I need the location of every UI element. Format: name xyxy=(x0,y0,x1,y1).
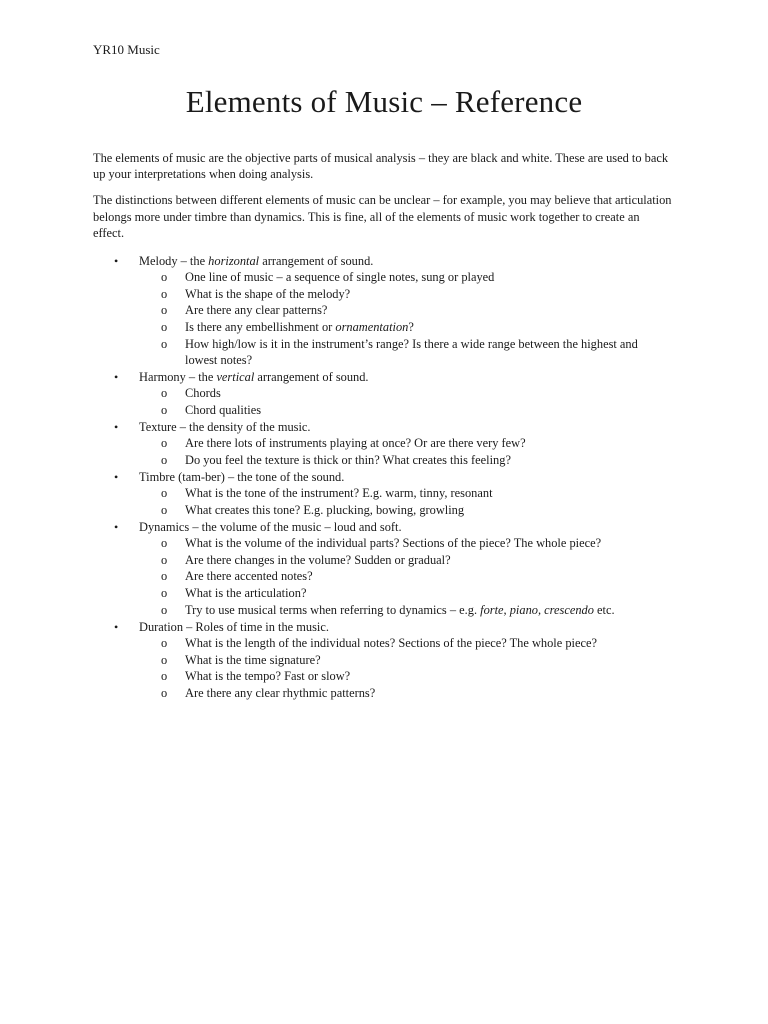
sub-item xyxy=(139,452,673,468)
sub-item xyxy=(139,435,673,451)
element-heading-text: Timbre (tam-ber) – the tone of the sound. xyxy=(139,470,345,484)
element-heading xyxy=(139,469,673,485)
sub-bullet-icon: o xyxy=(161,270,168,285)
sub-item xyxy=(139,535,673,551)
sub-bullet-icon: o xyxy=(161,436,168,451)
sub-item-text: Do you feel the texture is thick or thin? What creates this feeling? xyxy=(185,452,511,467)
element-subitems xyxy=(139,269,673,368)
sub-item xyxy=(139,635,673,651)
sub-item-text: What is the shape of the melody? xyxy=(185,286,351,301)
sub-item xyxy=(139,385,673,401)
sub-item-text: Are there changes in the volume? Sudden or gradual? xyxy=(185,552,451,567)
element-item xyxy=(93,369,673,418)
page-title: Elements of Music – Reference xyxy=(185,84,583,119)
element-item xyxy=(93,419,673,468)
sub-item xyxy=(139,552,673,568)
sub-item xyxy=(139,269,673,285)
element-heading xyxy=(139,419,673,435)
sub-item-text: What is the length of the individual notes? Sections of the piece? The whole piece? xyxy=(185,635,597,650)
sub-bullet-icon: o xyxy=(161,286,168,301)
sub-item-text: What is the tempo? Fast or slow? xyxy=(185,669,351,684)
element-item xyxy=(93,519,673,618)
sub-bullet-icon: o xyxy=(161,320,168,334)
sub-item-text: Are there accented notes? xyxy=(185,569,313,584)
sub-item xyxy=(139,502,673,518)
sub-bullet-icon: o xyxy=(161,486,168,501)
sub-item xyxy=(139,402,673,418)
element-heading-emphasis: horizontal xyxy=(208,254,260,269)
element-subitems xyxy=(139,635,673,701)
sub-item xyxy=(139,568,673,584)
intro-paragraph-2: The distinctions between different elements of music can be unclear – for example, you may believe that articulation belongs more under timbre than dynamics. This is fine, all of the elements of music work together to create an effect. xyxy=(93,193,672,240)
sub-item-text: How high/low is it in the instrument’s range? Is there a wide range between the highest and lowest notes? xyxy=(185,336,638,367)
sub-bullet-icon: o xyxy=(161,502,168,517)
sub-bullet-icon: o xyxy=(161,336,168,351)
sub-item xyxy=(139,585,673,601)
sub-item-text: What is the articulation? xyxy=(185,585,307,600)
sub-item-text: One line of music – a sequence of single notes, sung or played xyxy=(185,270,495,285)
sub-bullet-icon: o xyxy=(161,536,168,551)
sub-item-text: What creates this tone? E.g. plucking, bowing, growling xyxy=(185,502,465,517)
element-subitems xyxy=(139,485,673,518)
element-heading xyxy=(139,519,673,535)
bullet-icon: • xyxy=(114,420,119,434)
sub-item xyxy=(139,485,673,501)
intro-paragraph-1: The elements of music are the objective parts of musical analysis – they are black and white. These are used to back up your interpretations when doing analysis. xyxy=(93,151,669,182)
element-item xyxy=(93,619,673,701)
sub-bullet-icon: o xyxy=(161,602,168,617)
course-header: YR10 Music xyxy=(93,42,160,57)
sub-item xyxy=(139,685,673,701)
element-heading-text: Duration – Roles of time in the music. xyxy=(139,619,329,634)
sub-item-text: Try to use musical terms when referring to dynamics – e.g. xyxy=(185,602,481,617)
sub-item xyxy=(139,319,673,335)
sub-item-text: Chords xyxy=(185,386,221,401)
sub-bullet-icon: o xyxy=(161,685,168,700)
sub-bullet-icon: o xyxy=(161,669,168,684)
sub-bullet-icon: o xyxy=(161,635,168,650)
element-heading-text: Texture – the density of the music. xyxy=(139,420,311,434)
sub-item-text: Are there any clear patterns? xyxy=(185,303,328,318)
bullet-icon: • xyxy=(114,370,119,384)
sub-bullet-icon: o xyxy=(161,303,168,318)
element-heading-suffix: arrangement of sound. xyxy=(259,254,374,269)
bullet-icon: • xyxy=(114,254,119,269)
element-heading-text: Dynamics – the volume of the music – loud and soft. xyxy=(139,520,402,534)
sub-bullet-icon: o xyxy=(161,585,168,600)
sub-bullet-icon: o xyxy=(161,552,168,567)
sub-item xyxy=(139,602,673,618)
document-body xyxy=(93,150,673,702)
sub-item-text: Chord qualities xyxy=(185,402,262,417)
element-subitems xyxy=(139,435,673,468)
element-subitems xyxy=(139,535,673,618)
element-heading-emphasis: vertical xyxy=(216,370,255,384)
element-item xyxy=(93,253,673,368)
element-heading-text: Melody – the xyxy=(139,254,209,269)
element-heading xyxy=(139,369,673,385)
bullet-icon: • xyxy=(114,470,119,484)
sub-bullet-icon: o xyxy=(161,386,168,401)
element-heading-suffix: arrangement of sound. xyxy=(254,370,369,384)
sub-item-text: Is there any embellishment or xyxy=(185,320,336,334)
sub-item-emphasis: forte, piano, crescendo xyxy=(480,602,594,617)
sub-item-suffix: ? xyxy=(408,320,414,334)
bullet-icon: • xyxy=(114,619,119,634)
element-item xyxy=(93,469,673,518)
sub-item xyxy=(139,668,673,684)
sub-bullet-icon: o xyxy=(161,452,168,467)
sub-item-emphasis: ornamentation xyxy=(335,320,409,334)
sub-bullet-icon: o xyxy=(161,652,168,667)
sub-item-text: Are there any clear rhythmic patterns? xyxy=(185,685,376,700)
sub-item-text: What is the tone of the instrument? E.g. warm, tinny, resonant xyxy=(185,486,493,501)
sub-item xyxy=(139,302,673,318)
sub-bullet-icon: o xyxy=(161,569,168,584)
sub-item xyxy=(139,286,673,302)
sub-item xyxy=(139,336,673,368)
sub-item-text: Are there lots of instruments playing at once? Or are there very few? xyxy=(185,436,526,451)
sub-bullet-icon: o xyxy=(161,402,168,417)
sub-item-text: What is the time signature? xyxy=(185,652,321,667)
element-heading-text: Harmony – the xyxy=(139,370,217,384)
element-heading xyxy=(139,253,673,269)
bullet-icon: • xyxy=(114,520,119,534)
element-subitems xyxy=(139,385,673,418)
sub-item-text: What is the volume of the individual parts? Sections of the piece? The whole piece? xyxy=(185,536,602,551)
sub-item xyxy=(139,652,673,668)
element-heading xyxy=(139,619,673,635)
elements-list xyxy=(93,253,673,701)
sub-item-suffix: etc. xyxy=(593,602,615,617)
